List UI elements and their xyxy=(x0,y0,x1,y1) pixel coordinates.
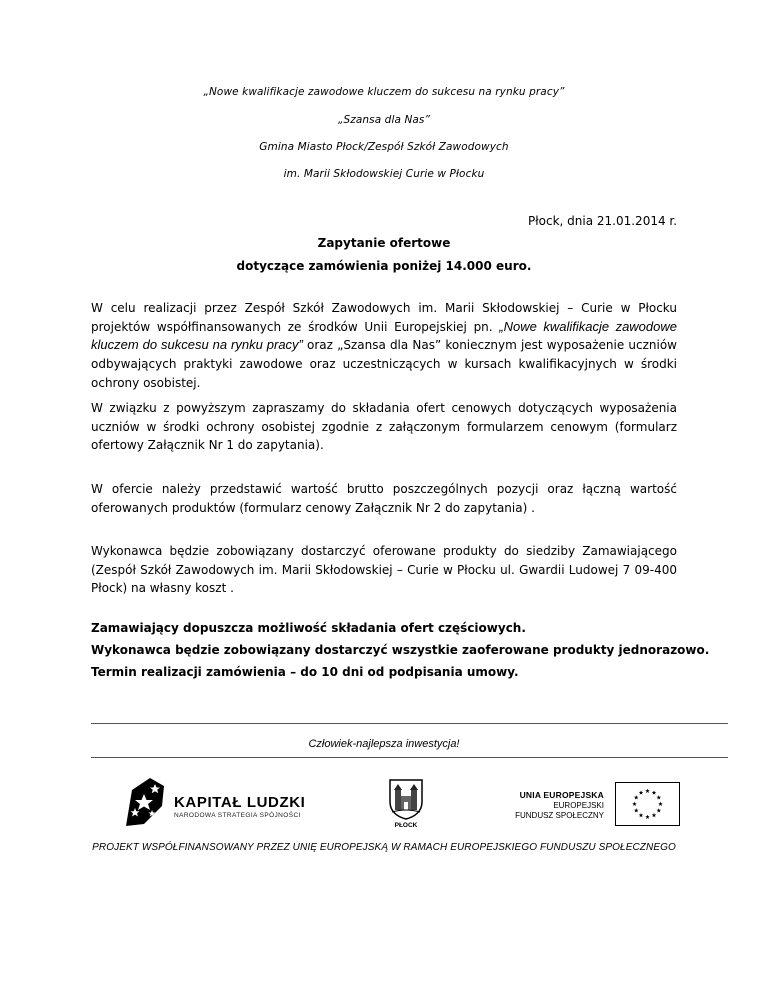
paragraph-purpose-start: W celu realizacji przez Zespół Szkół Zawodowych im. Marii Skłodowskiej – Curie w Płocku projektów współfinansowanych ze środków Unii Europejskiej pn. xyxy=(91,301,677,334)
document-title: Zapytanie ofertowe xyxy=(317,236,451,250)
footer-top-rule xyxy=(91,723,728,724)
single-delivery-note: Wykonawca będzie zobowiązany dostarczyć wszystkie zaoferowane produkty jednorazowo. xyxy=(91,643,710,657)
eu-fund-label-2: FUNDUSZ SPOŁECZNY xyxy=(515,811,604,820)
plock-coat-of-arms-icon xyxy=(388,778,424,820)
deadline-note: Termin realizacji zamówienia – do 10 dni od podpisania umowy. xyxy=(91,665,519,679)
document-subtitle: dotyczące zamówienia poniżej 14.000 euro. xyxy=(236,259,532,273)
project-name-italic: „Nowe kwalifikacje zawodowe kluczem do sukcesu na rynku pracy” xyxy=(91,318,677,353)
document-date: Płock, dnia 21.01.2014 r. xyxy=(528,214,678,228)
plock-label: PŁOCK xyxy=(394,822,418,829)
header-project-subtitle: „Szansa dla Nas” xyxy=(337,114,431,126)
eu-logo-text xyxy=(480,790,604,820)
footer-bottom-rule xyxy=(91,757,728,758)
paragraph-purpose-end: oraz „Szansa dla Nas” koniecznym jest wyposażenie uczniów odbywających praktyki zawodowe oraz uczestniczących w kursach kwalifikacyjnych w środki ochrony osobistej. xyxy=(91,338,677,390)
kapital-ludzki-subtitle: NARODOWA STRATEGIA SPÓJNOŚCI xyxy=(174,812,301,819)
eu-flag-icon xyxy=(615,782,680,826)
paragraph-delivery: Wykonawca będzie zobowiązany dostarczyć oferowane produkty do siedziby Zamawiającego (Zespół Szkół Zawodowych im. Marii Skłodowskiej – Curie w Płocku ul. Gwardii Ludowej 7 09-400 Płock) na własny koszt . xyxy=(91,544,677,596)
partial-offers-note: Zamawiający dopuszcza możliwość składania ofert częściowych. xyxy=(91,621,526,635)
paragraph-invitation: W związku z powyższym zapraszamy do składania ofert cenowych dotyczących wyposażenia uczniów w środki ochrony osobistej zgodnie z załączonym formularzem cenowym (formularz ofertowy Załącznik Nr 1 do zapytania). xyxy=(91,401,677,453)
paragraph-purpose xyxy=(91,299,677,393)
footer-slogan: Człowiek-najlepsza inwestycja! xyxy=(308,738,460,750)
footer-cofinancing-note: PROJEKT WSPÓŁFINANSOWANY PRZEZ UNIĘ EUROPEJSKĄ W RAMACH EUROPEJSKIEGO FUNDUSZU SPOŁECZNEGO xyxy=(92,842,676,853)
eu-union-label: UNIA EUROPEJSKA xyxy=(519,790,604,800)
eu-fund-label-1: EUROPEJSKI xyxy=(553,801,604,810)
kapital-ludzki-title: KAPITAŁ LUDZKI xyxy=(174,794,306,811)
kapital-ludzki-logo-icon xyxy=(122,776,168,828)
header-school-name: im. Marii Skłodowskiej Curie w Płocku xyxy=(283,168,485,180)
paragraph-offer-content: W ofercie należy przedstawić wartość brutto poszczególnych pozycji oraz łączną wartość oferowanych produktów (formularz cenowy Załącznik Nr 2 do zapytania) . xyxy=(91,482,677,515)
header-institution: Gmina Miasto Płock/Zespół Szkół Zawodowych xyxy=(259,141,509,153)
header-project-title: „Nowe kwalifikacje zawodowe kluczem do sukcesu na rynku pracy” xyxy=(203,86,565,98)
